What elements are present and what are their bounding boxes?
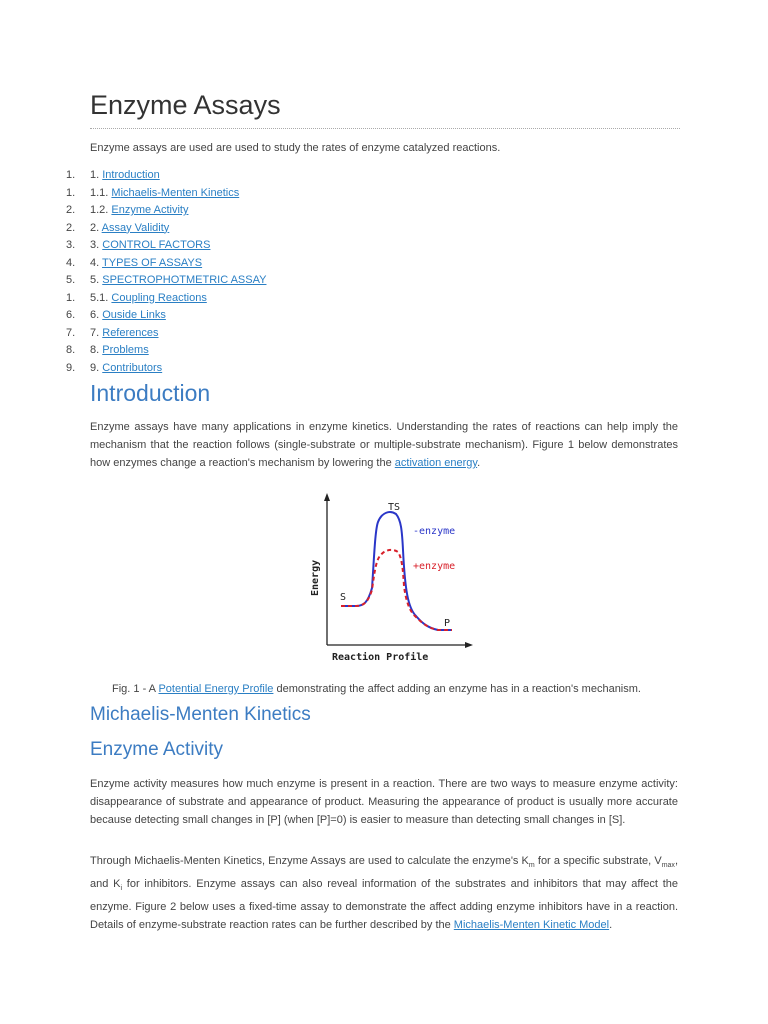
toc-link[interactable]: Contributors (102, 361, 163, 374)
toc-link[interactable]: Assay Validity (101, 221, 170, 234)
introduction-paragraph (90, 418, 678, 472)
toc-item-prefix: 4. (90, 256, 100, 269)
toc-item-number: 5. (66, 274, 76, 286)
toc-link[interactable]: SPECTROPHOTMETRIC ASSAY (102, 274, 267, 286)
toc-item-prefix: 2. (90, 221, 100, 234)
energy-profile-figure (300, 490, 480, 665)
toc-item-prefix: 1. (90, 169, 100, 181)
toc-item-number: 6. (66, 309, 76, 321)
toc-item-number: 1. (66, 186, 76, 199)
s-label: S (340, 592, 347, 603)
activation-energy-link[interactable]: activation energy (394, 457, 478, 469)
p2-text-a: Through Michaelis-Menten Kinetics, Enzyme Assays are used to calculate the enzyme's K (90, 855, 529, 867)
toc-link[interactable]: Ouside Links (102, 309, 166, 321)
activity-paragraph-2 (90, 852, 678, 934)
toc-item (0, 185, 266, 203)
toc-item (0, 325, 266, 343)
toc-link[interactable]: Introduction (102, 169, 160, 181)
intro-text: Enzyme assays are used are used to study the rates of enzyme catalyzed reactions. (90, 142, 501, 154)
toc-item-prefix: 5. (90, 274, 100, 286)
p2-text-d: for inhibitors. Enzyme assays can also reveal information of the substrates and inhibitors that may affect the enzyme. Figure 2 below uses a fixed-time assay to demonstrate the affect adding enzyme inhibitors have in a reaction. Details of enzyme-substrate reaction rates can be further described by the (90, 878, 679, 932)
p2-text-b: for a specific substrate, V (534, 855, 662, 867)
potential-energy-profile-link[interactable]: Potential Energy Profile (158, 683, 274, 695)
p-label: P (444, 618, 451, 629)
toc-item-prefix: 1.2. (90, 204, 109, 216)
toc-item (0, 167, 266, 185)
toc-item (0, 290, 266, 308)
legend-minus-enzyme: -enzyme (413, 526, 456, 537)
x-axis-arrow (465, 642, 473, 648)
heading-michaelis-menten: Michaelis-Menten Kinetics (90, 704, 311, 725)
toc-item (0, 255, 266, 273)
ts-label: TS (388, 502, 401, 513)
toc-item (0, 360, 266, 378)
p2-text-c: , and K (90, 855, 678, 891)
vmax-subscript: max (661, 862, 675, 870)
heading-enzyme-activity: Enzyme Activity (90, 739, 224, 760)
toc-item (0, 272, 266, 290)
toc-item-prefix: 7. (90, 326, 100, 339)
table-of-contents (0, 167, 266, 377)
introduction-text-end: . (477, 457, 481, 469)
toc-item (0, 237, 266, 255)
toc-link[interactable]: Michaelis-Menten Kinetics (111, 186, 240, 199)
heading-introduction: Introduction (90, 380, 211, 406)
legend-plus-enzyme: +enzyme (413, 561, 456, 572)
page-title: Enzyme Assays (90, 90, 281, 120)
toc-item-prefix: 3. (90, 239, 100, 251)
toc-link[interactable]: References (102, 326, 159, 339)
toc-item (0, 220, 266, 238)
toc-item-number: 8. (66, 344, 76, 356)
p2-text-e: . (609, 919, 613, 932)
toc-item-number: 2. (66, 221, 76, 234)
toc-item-number: 1. (66, 291, 76, 304)
toc-item-number: 9. (66, 361, 76, 374)
toc-item-number: 2. (66, 204, 76, 216)
caption-suffix: demonstrating the affect adding an enzyme has in a reaction's mechanism. (273, 683, 641, 695)
toc-item-prefix: 1.1. (90, 186, 109, 199)
toc-item (0, 307, 266, 325)
toc-item-prefix: 6. (90, 309, 100, 321)
toc-link[interactable]: Coupling Reactions (111, 291, 207, 304)
title-divider (90, 128, 680, 129)
toc-link[interactable]: TYPES OF ASSAYS (102, 256, 203, 269)
toc-item (0, 202, 266, 220)
km-subscript: m (528, 862, 535, 870)
activity-paragraph-1: Enzyme activity measures how much enzyme is present in a reaction. There are two ways to measure enzyme activity: disappearance of substrate and appearance of product. Measuring the appearance of product is usually more accurate because detecting small changes in [P] (when [P]=0) is easier to measure than detecting small changes in [S]. (90, 778, 678, 826)
figure-caption (112, 683, 641, 695)
toc-item-number: 1. (66, 169, 76, 181)
toc-item-prefix: 9. (90, 361, 100, 374)
toc-link[interactable]: Problems (102, 344, 149, 356)
michaelis-menten-model-link[interactable]: Michaelis-Menten Kinetic Model (453, 919, 610, 932)
toc-item-number: 7. (66, 326, 76, 339)
toc-link[interactable]: Enzyme Activity (111, 204, 189, 216)
x-axis-label: Reaction Profile (332, 652, 429, 663)
y-axis-label: Energy (310, 559, 321, 596)
toc-link[interactable]: CONTROL FACTORS (102, 239, 211, 251)
introduction-text: Enzyme assays have many applications in enzyme kinetics. Understanding the rates of reactions can help imply the mechanism that the reaction follows (single-substrate or multiple-substrate mechanism). Figure 1 below demonstrates how enzymes change a reaction's mechanism by lowering the (90, 421, 678, 469)
toc-item-prefix: 5.1. (90, 291, 109, 304)
toc-item-number: 3. (66, 239, 76, 251)
y-axis-arrow (324, 493, 330, 501)
ki-subscript: i (120, 885, 123, 893)
toc-item-prefix: 8. (90, 344, 100, 356)
toc-item-number: 4. (66, 256, 76, 269)
toc-item (0, 342, 266, 360)
caption-prefix: Fig. 1 - A (112, 683, 159, 695)
